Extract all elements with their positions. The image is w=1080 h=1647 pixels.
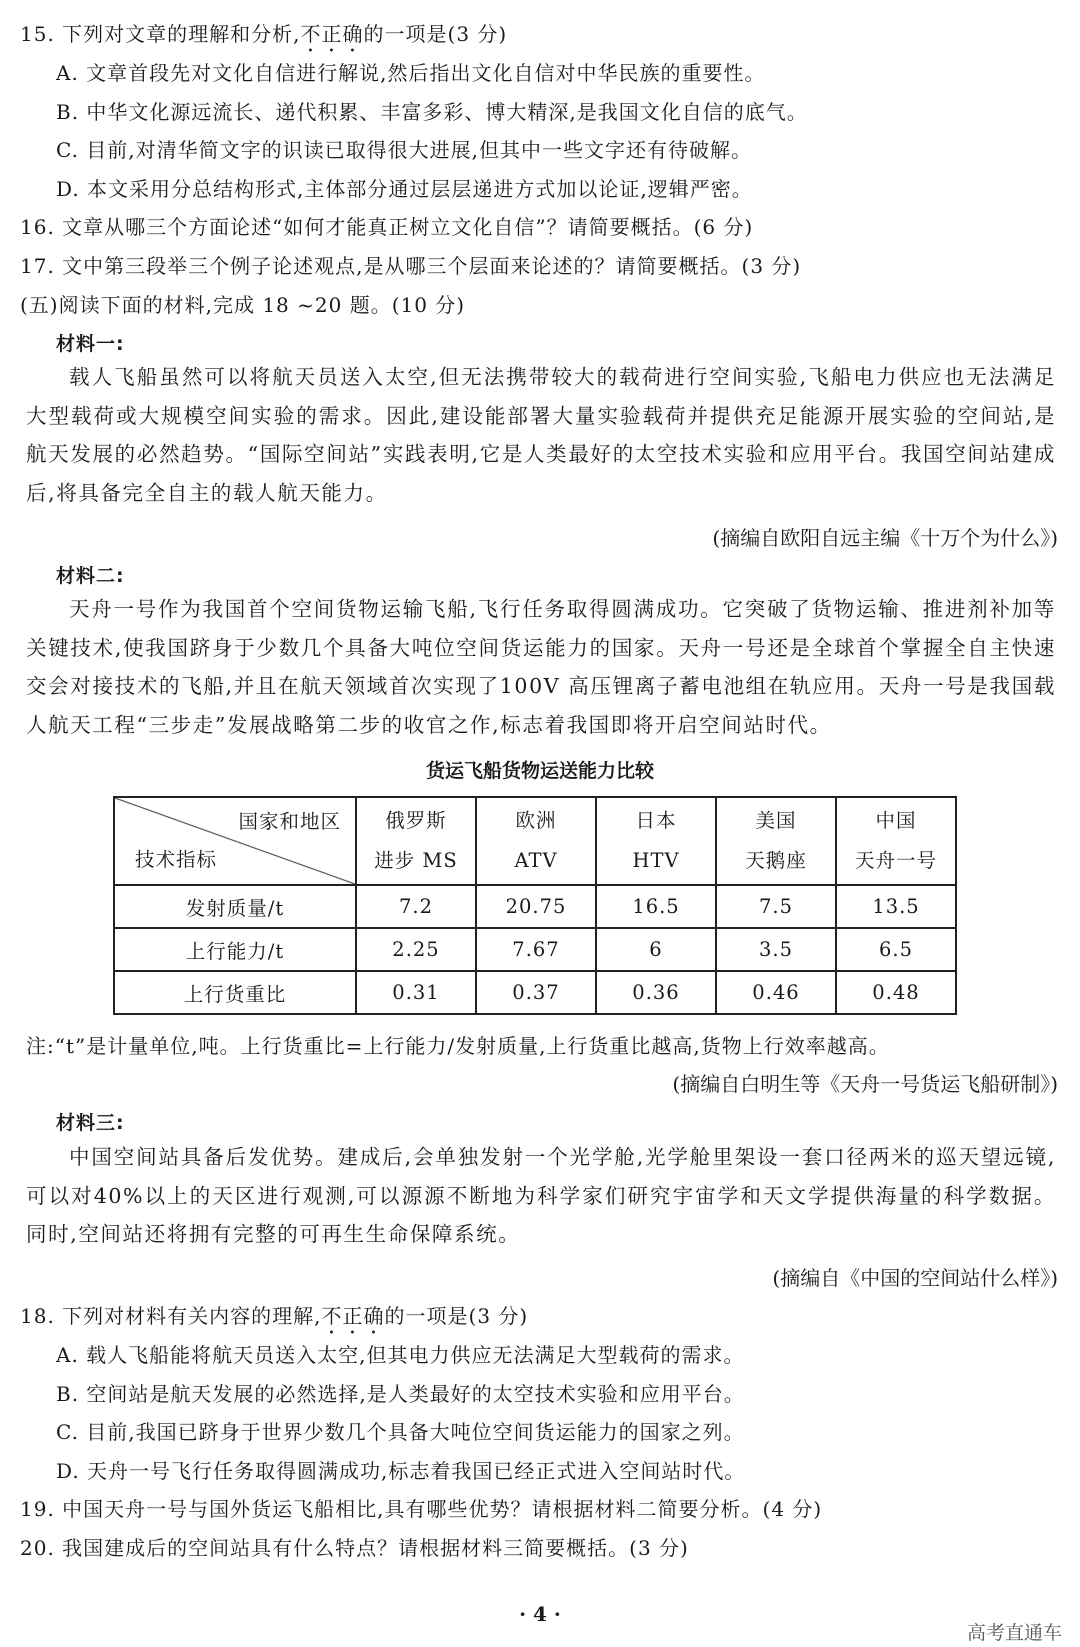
material-3-heading: 材料三: [56,1112,125,1134]
q18-option-b: B. 空间站是航天发展的必然选择,是人类最好的太空技术实验和应用平台。 [56,1382,745,1406]
table-cell: 6 [596,928,716,971]
table-cell: 13.5 [836,885,956,928]
table-row [114,971,956,1014]
table-cell: 7.67 [476,928,596,971]
material-2-heading: 材料二: [56,565,125,587]
row-label: 上行货重比 [114,971,356,1014]
table-cell: 7.2 [356,885,476,928]
cargo-comparison-table [113,796,957,1015]
table-cell: 16.5 [596,885,716,928]
material-3-source: (摘编自《中国的空间站什么样》) [772,1266,1058,1290]
q15-option-a: A. 文章首段先对文化自信进行解说,然后指出文化自信对中华民族的重要性。 [56,61,766,85]
table-cell: 0.46 [716,971,836,1014]
table-cell: 3.5 [716,928,836,971]
table-title: 货运飞船货物运送能力比较 [425,760,654,782]
column-header: 欧洲 ATV [476,797,596,885]
table-cell: 2.25 [356,928,476,971]
corner-bottom-label: 技术指标 [135,848,218,871]
table-cell: 0.36 [596,971,716,1014]
table-cell: 20.75 [476,885,596,928]
q18-option-a: A. 载人飞船能将航天员送入太空,但其电力供应无法满足大型载荷的需求。 [56,1343,745,1367]
table-note: 注:“t”是计量单位,吨。上行货重比=上行能力/发射质量,上行货重比越高,货物上行效率越高。 [26,1034,890,1058]
material-1-source: (摘编自欧阳自远主编《十万个为什么》) [712,526,1058,550]
q18-option-c: C. 目前,我国已跻身于世界少数几个具备大吨位空间货运能力的国家之列。 [56,1420,745,1444]
material-1-heading: 材料一: [56,333,125,355]
column-header: 日本 HTV [596,797,716,885]
corner-top-label: 国家和地区 [238,810,341,833]
question-18: 18. 下列对材料有关内容的理解,不正确的一项是(3 分) [20,1304,529,1328]
table-cell: 0.37 [476,971,596,1014]
row-label: 上行能力/t [114,928,356,971]
q15-option-d: D. 本文采用分总结构形式,主体部分通过层层递进方式加以论证,逻辑严密。 [56,177,753,201]
row-label: 发射质量/t [114,885,356,928]
column-header: 美国 天鹅座 [716,797,836,885]
q18-option-d: D. 天舟一号飞行任务取得圆满成功,标志着我国已经正式进入空间站时代。 [56,1459,746,1483]
table-row [114,928,956,971]
material-1-text: 载人飞船虽然可以将航天员送入太空,但无法携带较大的载荷进行空间实验,飞船电力供应也无法满足大型载荷或大规模空间实验的需求。因此,建设能部署大量实验载荷并提供充足能源开展实验的空间站,是航天发展的必然趋势。“国际空间站”实践表明,它是人类最好的太空技术实验和应用平台。我国空间站建成后,将具备完全自主的载人航天能力。 [26,365,1056,505]
table-cell: 0.31 [356,971,476,1014]
table-cell: 6.5 [836,928,956,971]
material-3-text: 中国空间站具备后发优势。建成后,会单独发射一个光学舱,光学舱里架设一套口径两米的巡天望远镜,可以对40%以上的天区进行观测,可以源源不断地为科学家们研究宇宙学和天文学提供海量的科学数据。同时,空间站还将拥有完整的可再生生命保障系统。 [26,1145,1056,1247]
question-20: 20. 我国建成后的空间站具有什么特点？请根据材料三简要概括。(3 分) [20,1536,689,1560]
question-19: 19. 中国天舟一号与国外货运飞船相比,具有哪些优势？请根据材料二简要分析。(4 分) [20,1497,823,1521]
page-number: · 4 · [519,1602,561,1626]
table-cell: 0.48 [836,971,956,1014]
material-2-text: 天舟一号作为我国首个空间货物运输飞船,飞行任务取得圆满成功。它突破了货物运输、推进剂补加等关键技术,使我国跻身于少数几个具备大吨位空间货运能力的国家。天舟一号还是全球首个掌握全自主快速交会对接技术的飞船,并且在航天领域首次实现了100V 高压锂离子蓄电池组在轨应用。天舟一号是我国载人航天工程“三步走”发展战略第二步的收官之作,标志着我国即将开启空间站时代。 [26,597,1056,737]
question-17: 17. 文中第三段举三个例子论述观点,是从哪三个层面来论述的？请简要概括。(3 分) [20,254,802,278]
q15-option-c: C. 目前,对清华简文字的识读已取得很大进展,但其中一些文字还有待破解。 [56,138,753,162]
material-2-source: (摘编自白明生等《天舟一号货运飞船研制》) [672,1072,1058,1096]
table-row [114,885,956,928]
question-15: 15. 下列对文章的理解和分析,不正确的一项是(3 分) [20,22,508,46]
section-5-heading: (五)阅读下面的材料,完成 18 ~20 题。(10 分) [20,293,466,317]
column-header: 中国 天舟一号 [836,797,956,885]
q15-option-b: B. 中华文化源远流长、递代积累、丰富多彩、博大精深,是我国文化自信的底气。 [56,100,808,124]
table-corner-cell [114,797,356,885]
logo-text: 高考直通车 [966,1622,1062,1644]
question-16: 16. 文章从哪三个方面论述“如何才能真正树立文化自信”？请简要概括。(6 分) [20,215,754,239]
column-header: 俄罗斯 进步 MS [356,797,476,885]
table-cell: 7.5 [716,885,836,928]
